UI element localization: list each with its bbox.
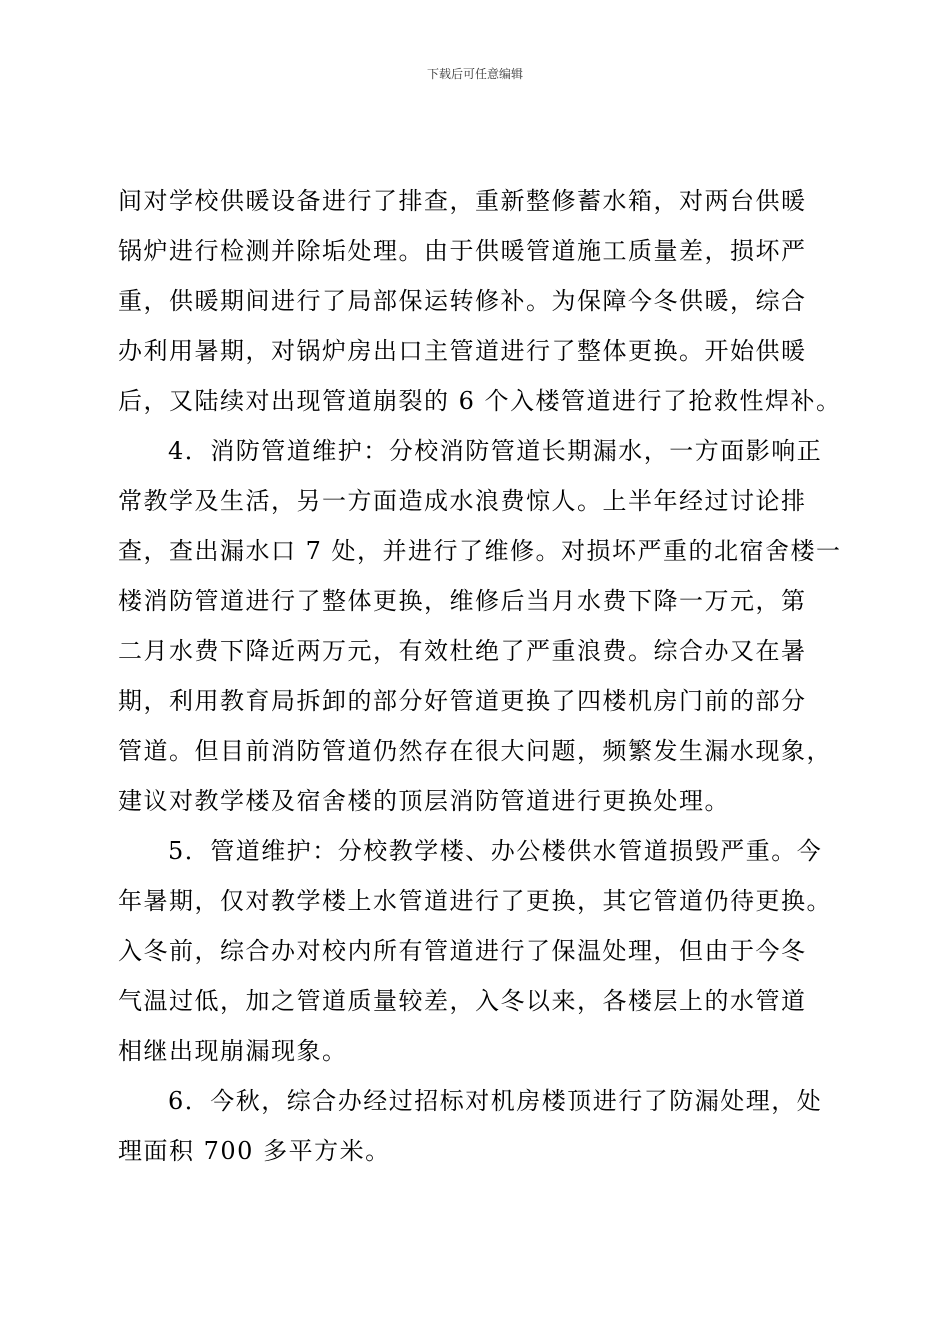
- text-line: 后，又陆续对出现管道崩裂的 6 个入楼管道进行了抢救性焊补。: [118, 387, 842, 415]
- text-line: 建议对教学楼及宿舍楼的顶层消防管道进行更换处理。: [118, 787, 730, 815]
- paragraph-start-line: 6．今秋，综合办经过招标对机房楼顶进行了防漏处理，处: [168, 1087, 823, 1115]
- text-line: 锅炉进行检测并除垢处理。由于供暖管道施工质量差，损坏严: [118, 237, 807, 265]
- page-header: 下载后可任意编辑: [426, 67, 523, 81]
- text-line: 期，利用教育局拆卸的部分好管道更换了四楼机房门前的部分: [118, 687, 807, 715]
- paragraph-start-line: 5．管道维护：分校教学楼、办公楼供水管道损毁严重。今: [168, 837, 823, 865]
- text-line: 二月水费下降近两万元，有效杜绝了严重浪费。综合办又在暑: [118, 637, 807, 665]
- text-line: 相继出现崩漏现象。: [118, 1037, 348, 1065]
- text-line: 楼消防管道进行了整体更换，维修后当月水费下降一万元，第: [118, 587, 807, 615]
- text-line: 入冬前，综合办对校内所有管道进行了保温处理，但由于今冬: [118, 937, 807, 965]
- document-body: [118, 176, 842, 1176]
- text-line: 气温过低，加之管道质量较差，入冬以来，各楼层上的水管道: [118, 987, 807, 1015]
- text-line: 管道。但目前消防管道仍然存在很大问题，频繁发生漏水现象，: [118, 737, 832, 765]
- text-line: 办利用暑期，对锅炉房出口主管道进行了整体更换。开始供暖: [118, 337, 807, 365]
- paragraph-start-line: 4．消防管道维护：分校消防管道长期漏水，一方面影响正: [168, 437, 823, 465]
- text-line: 年暑期，仅对教学楼上水管道进行了更换，其它管道仍待更换。: [118, 887, 832, 915]
- text-line: 间对学校供暖设备进行了排查，重新整修蓄水箱，对两台供暖: [118, 187, 807, 215]
- text-line: 重，供暖期间进行了局部保运转修补。为保障今冬供暖，综合: [118, 287, 807, 315]
- text-line: 常教学及生活，另一方面造成水浪费惊人。上半年经过讨论排: [118, 487, 807, 515]
- text-line: 查，查出漏水口 7 处，并进行了维修。对损坏严重的北宿舍楼一: [118, 537, 842, 565]
- text-line: 理面积 700 多平方米。: [118, 1137, 391, 1165]
